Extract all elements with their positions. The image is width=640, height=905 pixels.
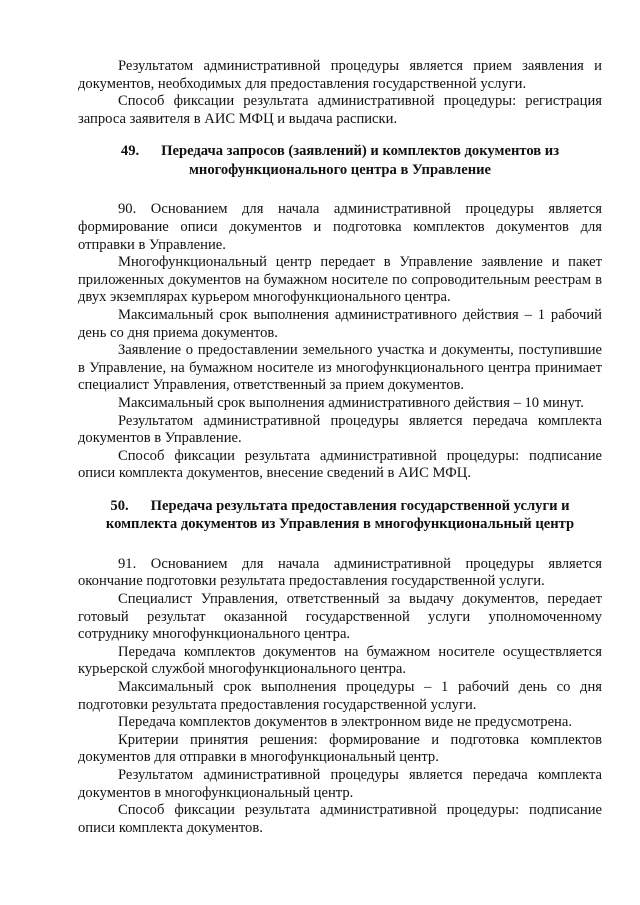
paragraph: Способ фиксации результата административной процедуры: подписание описи комплекта документов. [78, 802, 602, 836]
section-title: Передача результата предоставления государственной услуги и комплекта документов из Управления в многофункциональный центр [105, 497, 575, 533]
paragraph: 91. Основанием для начала административной процедуры является окончание подготовки результата предоставления государственной услуги. [78, 555, 602, 590]
paragraph: Результатом административной процедуры является прием заявления и документов, необходимых для предоставления государственной услуги. [78, 58, 602, 92]
section-title: Передача запросов (заявлений) и комплектов документов из многофункционального центра в Управление [161, 143, 560, 178]
paragraph: Многофункциональный центр передает в Управление заявление и пакет приложенных документов на бумажном носителе по сопроводительным реестрам в двух экземплярах курьером многофункционального центра. [78, 254, 602, 306]
paragraph: Критерии принятия решения: формирование и подготовка комплектов документов для отправки в многофункциональный центр. [78, 731, 602, 766]
section-heading-49 [78, 142, 602, 179]
paragraph: Способ фиксации результата административной процедуры: подписание описи комплекта документов, внесение сведений в АИС МФЦ. [78, 447, 602, 482]
paragraph: Максимальный срок выполнения процедуры – 1 рабочий день со дня подготовки результата предоставления государственной услуги. [78, 679, 602, 713]
paragraph: Передача комплектов документов в электронном виде не предусмотрена. [118, 714, 572, 731]
section-number: 49. [120, 143, 140, 160]
paragraph: Максимальный срок выполнения административного действия – 1 рабочий день со дня приема документов. [78, 306, 602, 341]
section-number: 50. [110, 497, 129, 514]
section-heading-50 [78, 497, 602, 534]
paragraph: Результатом административной процедуры является передача комплекта документов в многофункциональный центр. [78, 767, 602, 801]
paragraph: 90. Основанием для начала административной процедуры является формирование описи документов и подготовка комплектов документов для отправки в Управление. [78, 201, 602, 253]
paragraph: Способ фиксации результата административной процедуры: регистрация запроса заявителя в АИС МФЦ и выдача расписки. [78, 93, 602, 127]
paragraph: Передача комплектов документов на бумажном носителе осуществляется курьерской службой многофункционального центра. [78, 643, 602, 678]
paragraph: Заявление о предоставлении земельного участка и документы, поступившие в Управление, на бумажном носителе из многофункционального центра принимает специалист Управления, ответственный за прием документов. [78, 342, 602, 394]
paragraph: Специалист Управления, ответственный за выдачу документов, передает готовый результат оказанной государственной услуги уполномоченному сотруднику многофункционального центра. [78, 591, 602, 643]
paragraph: Максимальный срок выполнения административного действия – 10 минут. [118, 394, 584, 411]
document-page [78, 58, 602, 837]
paragraph: Результатом административной процедуры является передача комплекта документов в Управление. [78, 412, 602, 447]
